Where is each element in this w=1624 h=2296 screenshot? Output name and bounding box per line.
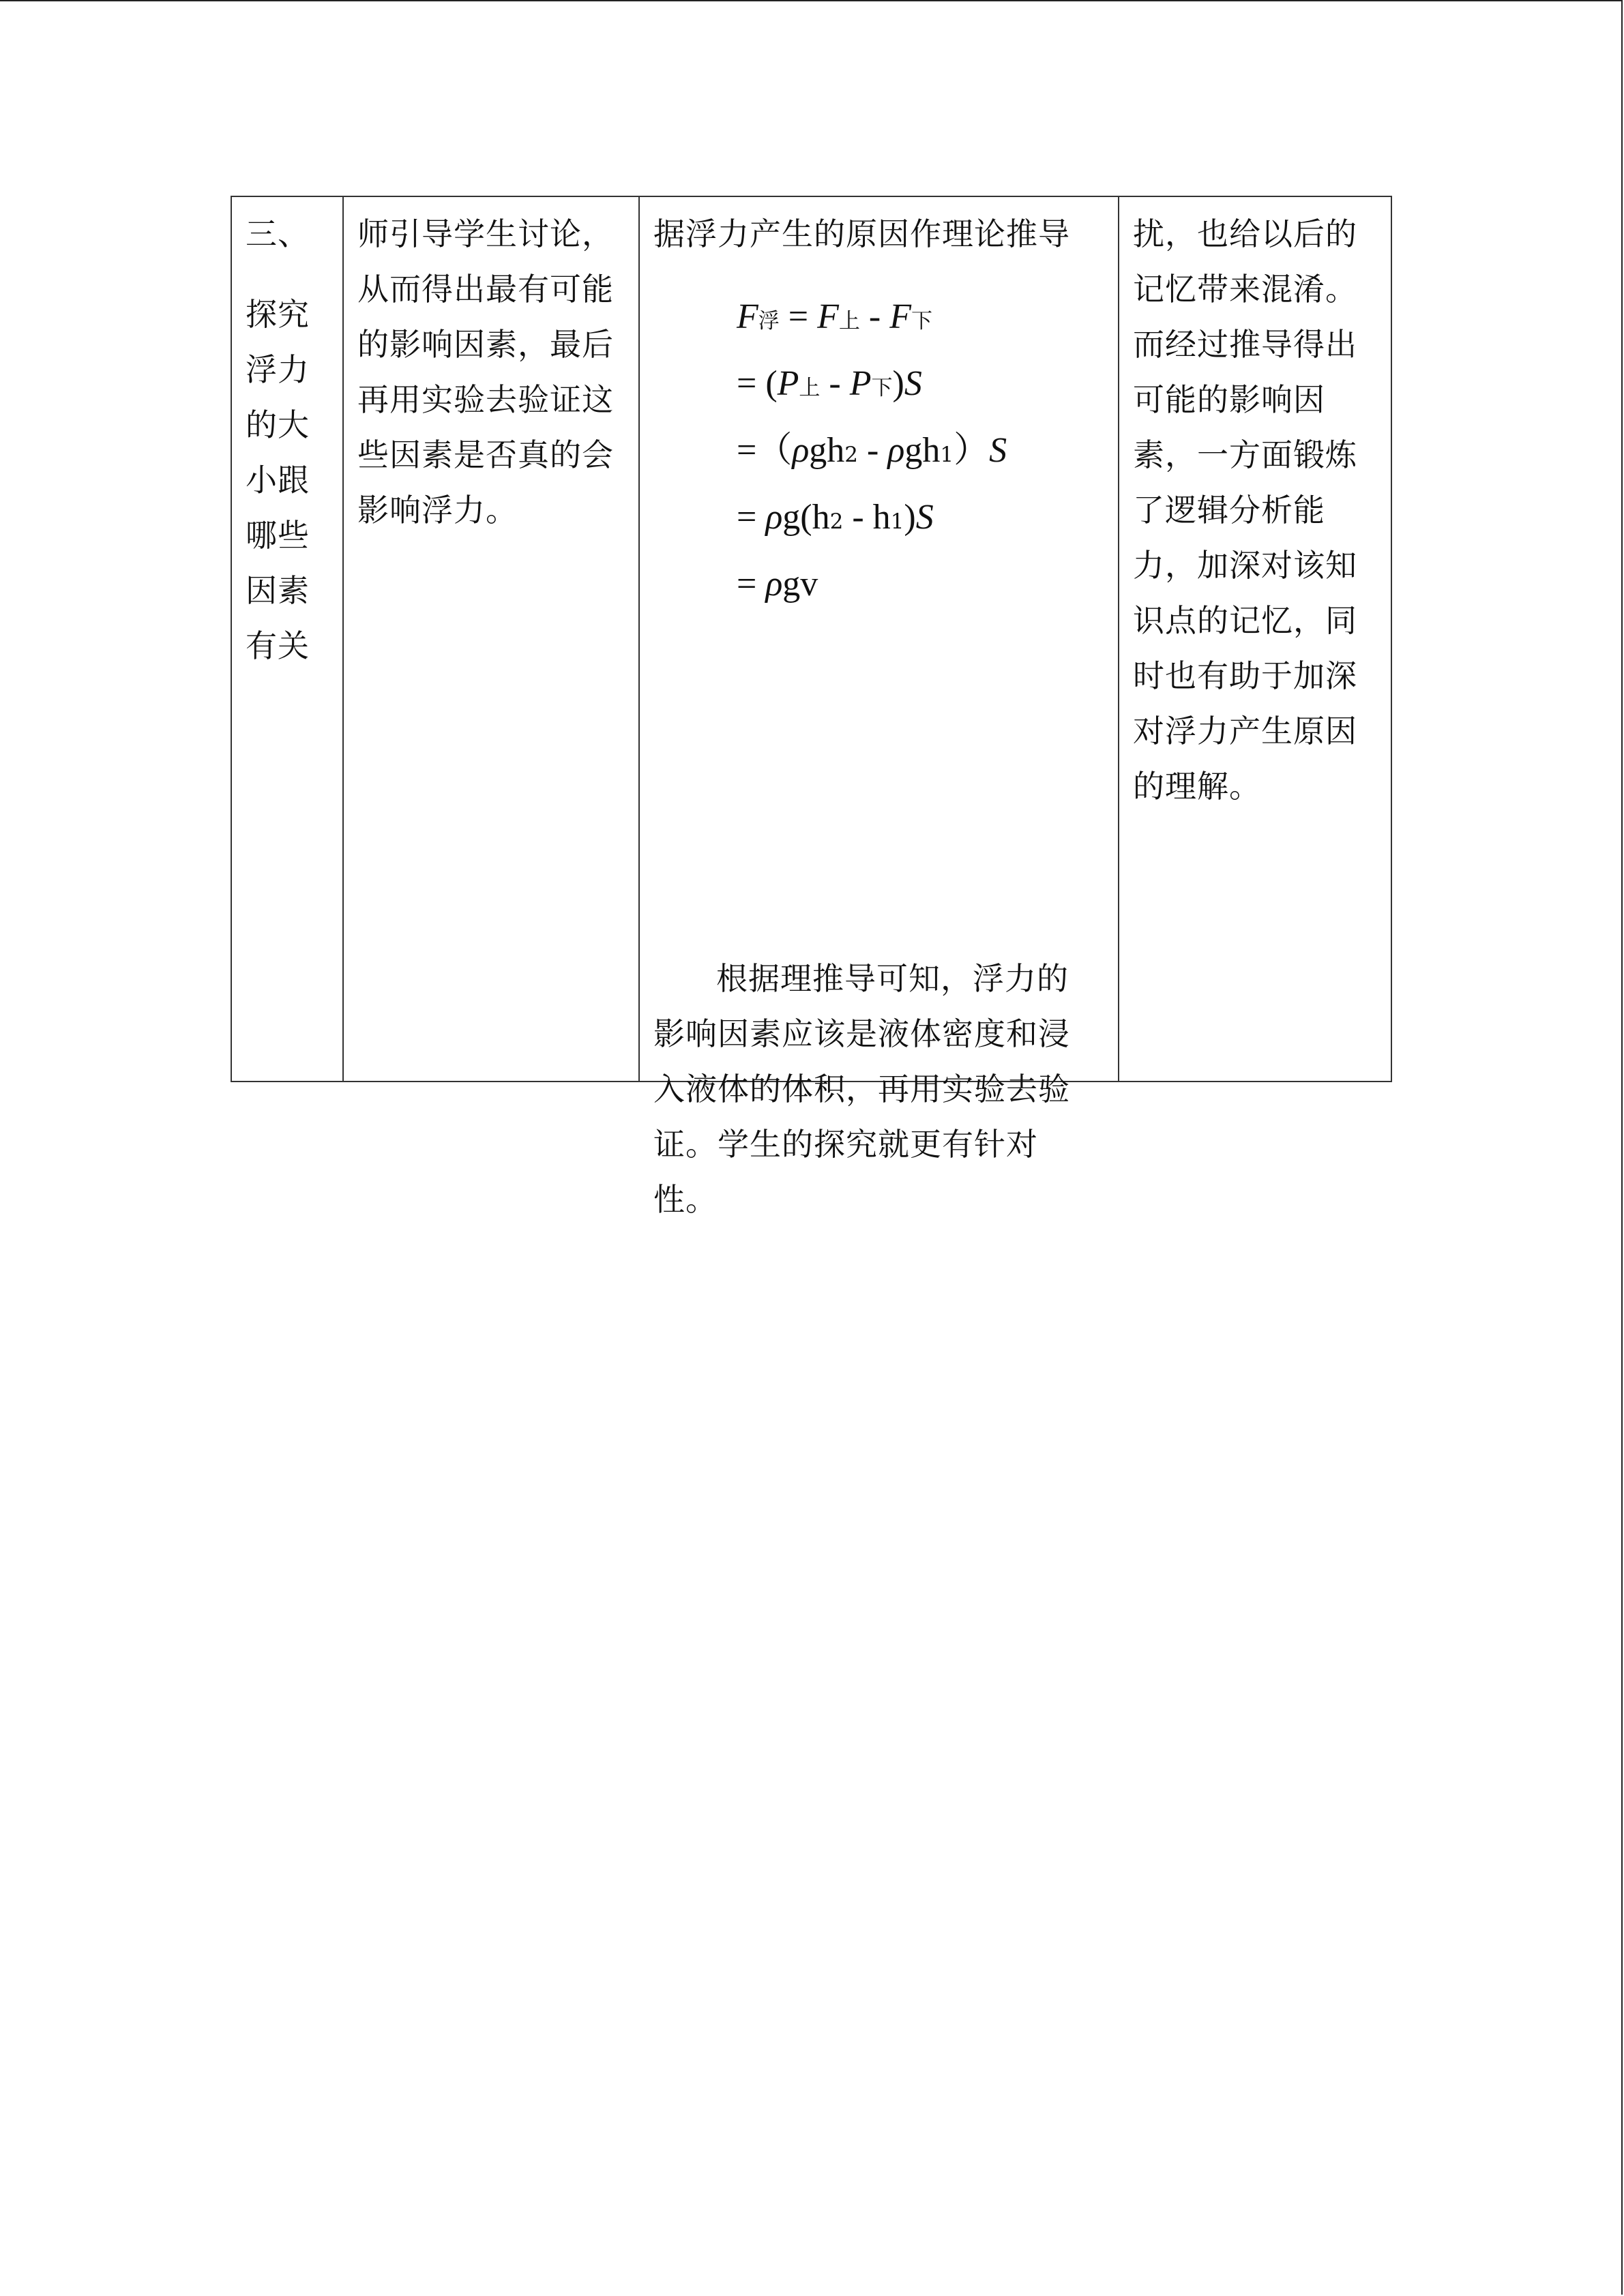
formula-line-4	[737, 486, 1105, 553]
formula-operator: -	[820, 364, 850, 403]
design-intent-cell	[1119, 196, 1391, 1082]
formula-term: - h	[843, 498, 891, 537]
formula-symbol: S	[915, 498, 934, 537]
formula-symbol: ρ	[887, 431, 905, 470]
stage-number: 三、	[246, 215, 310, 252]
formula-line-2	[737, 353, 1105, 419]
teacher-activity-text: 师引导学生讨论，从而得出最有可能的影响因素，最后再用实验去验证这些因素是否真的会影响浮力。	[357, 215, 614, 528]
derivation-heading: 据浮力产生的原因作理论推导	[653, 215, 1070, 252]
formula-operator: )	[892, 364, 904, 403]
formula-line-5	[737, 553, 1105, 616]
formula-term: gv	[782, 565, 818, 603]
formula-symbol: F	[889, 297, 911, 336]
formula-subscript: 2	[844, 443, 859, 467]
formula-symbol: P	[777, 364, 799, 403]
formula-operator: =	[779, 297, 818, 336]
formula-subscript: 2	[829, 509, 844, 534]
student-activity-cell	[639, 196, 1119, 1218]
formula-line-1	[737, 286, 1105, 353]
formula-symbol: ρ	[765, 498, 783, 537]
formula-operator: -	[858, 431, 888, 470]
formula-symbol: S	[989, 431, 1007, 470]
formula-subscript: 上	[799, 376, 821, 400]
formula-operator: )	[904, 498, 916, 537]
formula-term: gh	[809, 431, 845, 470]
stage-title: 探究浮力的大小跟哪些因素有关	[246, 296, 310, 664]
formula-symbol: P	[849, 364, 872, 403]
formula-operator: -	[859, 297, 890, 336]
formula-symbol: F	[817, 297, 839, 336]
formula-operator: =	[737, 498, 766, 537]
formula-term: gh	[904, 431, 941, 470]
formula-subscript: 上	[838, 309, 860, 333]
formula-symbol: ρ	[792, 431, 810, 470]
formula-symbol: S	[904, 364, 922, 403]
stage-cell	[231, 196, 343, 1082]
formula-operator: ）	[954, 431, 990, 470]
formula-term: g(h	[782, 498, 830, 537]
formula-line-3	[737, 419, 1105, 486]
formula-subscript: 浮	[758, 309, 780, 333]
lesson-plan-table	[231, 196, 1392, 1218]
formula-symbol: ρ	[765, 565, 783, 603]
table-row	[231, 196, 1391, 1082]
formula-subscript: 1	[940, 443, 954, 467]
buoyancy-formula	[737, 286, 1105, 616]
formula-operator: =（	[737, 431, 793, 470]
design-intent-text: 扰，也给以后的记忆带来混淆。而经过推导得出可能的影响因素，一方面锻炼了逻辑分析能力，加深对该知识点的记忆，同时也有助于加深对浮力产生原因的理解。	[1133, 215, 1357, 805]
derivation-conclusion: 根据理推导可知，浮力的影响因素应该是液体密度和浸入液体的体积，再用实验去验证。学生的探究就更有针对性。	[653, 960, 1070, 1218]
teacher-activity-cell	[343, 196, 639, 1082]
formula-subscript: 1	[890, 509, 904, 534]
formula-operator: = (	[737, 364, 778, 403]
formula-operator: =	[737, 565, 766, 603]
formula-subscript: 下	[871, 376, 893, 400]
formula-subscript: 下	[911, 309, 932, 333]
formula-symbol: F	[737, 297, 758, 336]
